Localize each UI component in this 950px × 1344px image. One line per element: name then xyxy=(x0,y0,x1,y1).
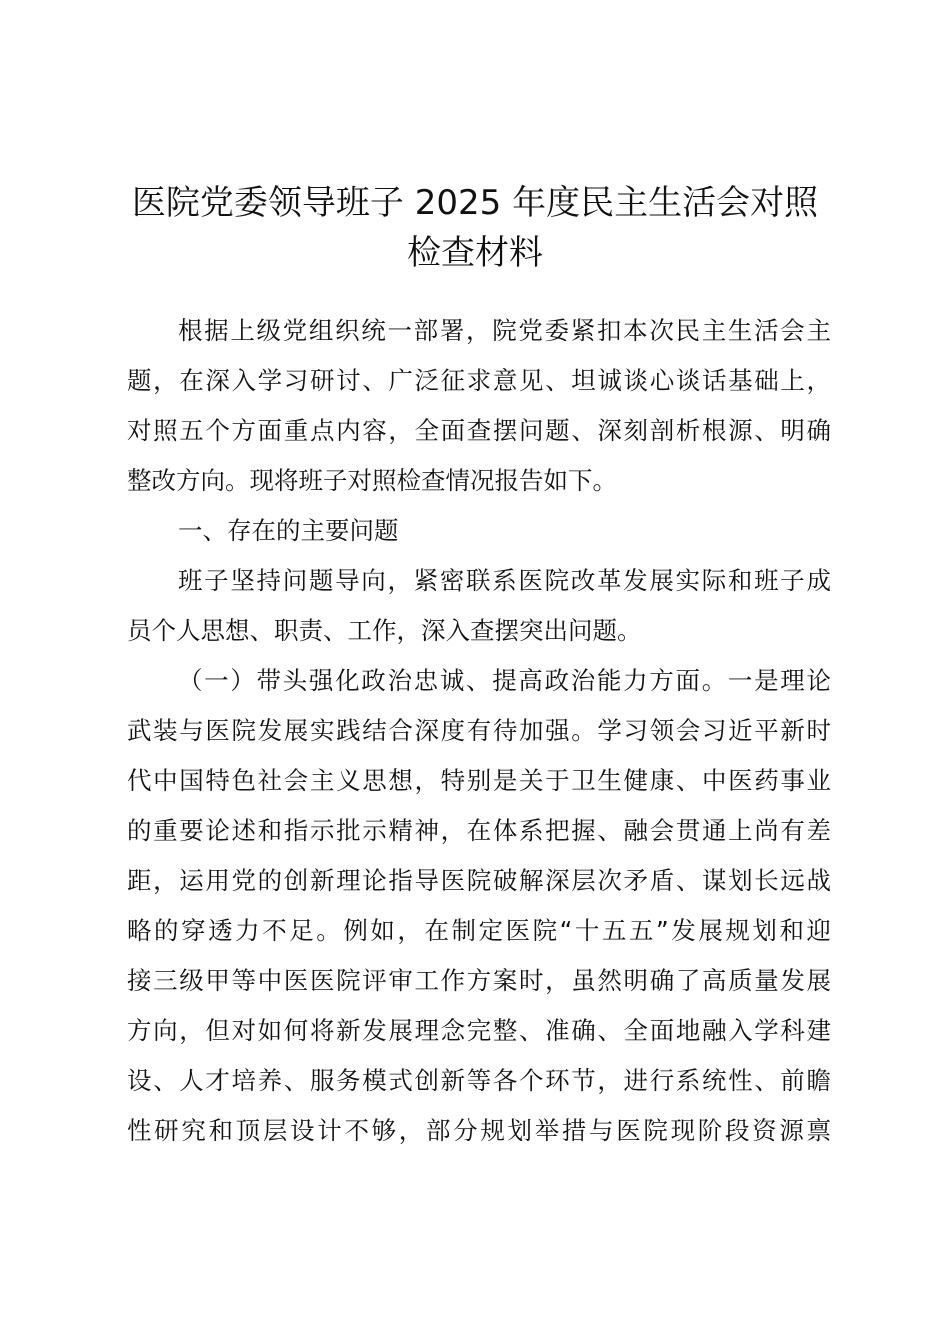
text-line: 的重要论述和指示批示精神，在体系把握、融会贯通上尚有差 xyxy=(127,816,831,845)
text-line: （一）带头强化政治忠诚、提高政治能力方面。一是理论 xyxy=(178,666,831,695)
title-line: 检查材料 xyxy=(407,232,543,273)
paragraph-political-loyalty xyxy=(127,656,837,1156)
text-line: 接三级甲等中医医院评审工作方案时，虽然明确了高质量发展 xyxy=(127,966,831,995)
text-line: 员个人思想、职责、工作，深入查摆突出问题。 xyxy=(127,616,642,645)
text-line: 略的穿透力不足。例如，在制定医院“十五五”发展规划和迎 xyxy=(127,916,831,945)
text-line: 班子坚持问题导向，紧密联系医院改革发展实际和班子成 xyxy=(178,566,831,595)
document-body xyxy=(127,306,837,1156)
text-line: 整改方向。现将班子对照检查情况报告如下。 xyxy=(127,466,617,495)
section-heading: 一、存在的主要问题 xyxy=(178,516,399,545)
paragraph-intro xyxy=(127,306,837,506)
text-line: 性研究和顶层设计不够，部分规划举措与医院现阶段资源禀 xyxy=(127,1116,831,1145)
document-title xyxy=(100,178,850,278)
text-line: 代中国特色社会主义思想，特别是关于卫生健康、中医药事业 xyxy=(127,766,831,795)
text-line: 设、人才培养、服务模式创新等各个环节，进行系统性、前瞻 xyxy=(127,1066,831,1095)
text-line: 方向，但对如何将新发展理念完整、准确、全面地融入学科建 xyxy=(127,1016,831,1045)
text-line: 根据上级党组织统一部署，院党委紧扣本次民主生活会主 xyxy=(178,316,831,345)
text-line: 题，在深入学习研讨、广泛征求意见、坦诚谈心谈话基础上， xyxy=(127,366,831,395)
paragraph-problem-overview xyxy=(127,556,837,656)
title-line: 医院党委领导班子 2025 年度民主生活会对照 xyxy=(131,182,819,223)
section-heading-main-problems xyxy=(127,506,837,556)
text-line: 对照五个方面重点内容，全面查摆问题、深刻剖析根源、明确 xyxy=(127,416,831,445)
text-line: 距，运用党的创新理论指导医院破解深层次矛盾、谋划长远战 xyxy=(127,866,831,895)
text-line: 武装与医院发展实践结合深度有待加强。学习领会习近平新时 xyxy=(127,716,831,745)
